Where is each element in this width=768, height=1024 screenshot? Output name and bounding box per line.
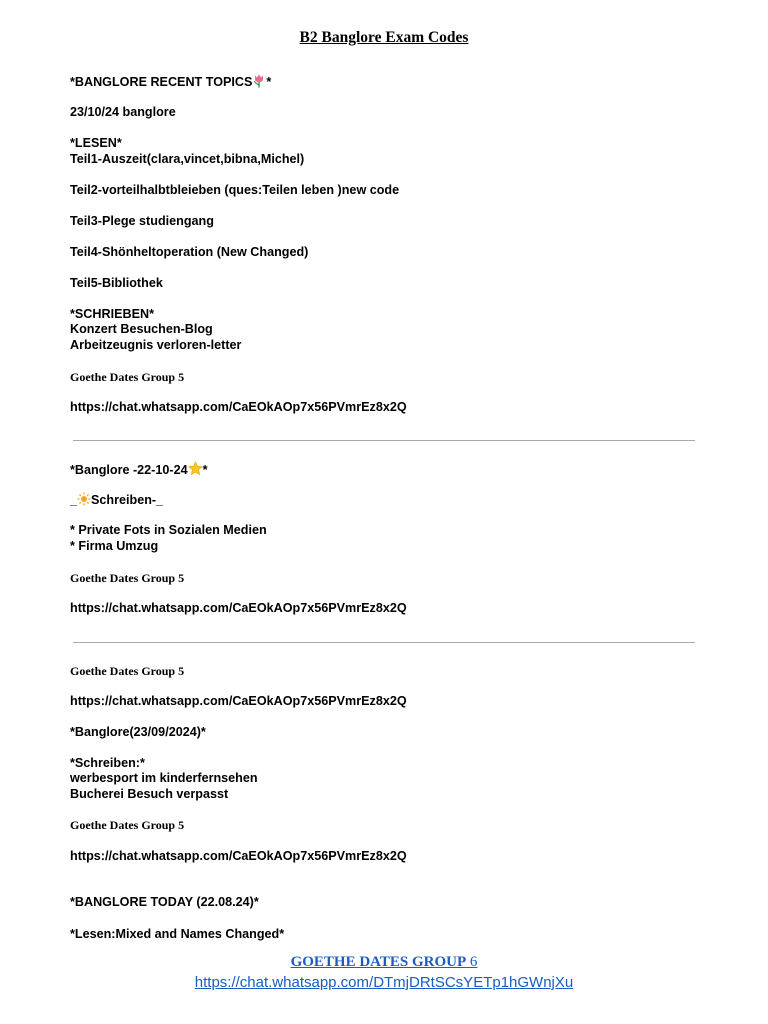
divider xyxy=(73,642,695,643)
lesen-teil3: Teil3-Plege studiengang xyxy=(70,214,214,228)
schreiben-item-2: * Firma Umzug xyxy=(70,539,159,553)
lesen-teil4: Teil4-Shönheltoperation (New Changed) xyxy=(70,245,309,259)
whatsapp-link-text[interactable]: https://chat.whatsapp.com/CaEOkAOp7x56PVmrEz8x2Q xyxy=(70,849,407,863)
group-label: Goethe Dates Group 5 xyxy=(70,664,185,678)
footer-whatsapp-link[interactable]: https://chat.whatsapp.com/DTmjDRtSCsYETp1hGWnjXu xyxy=(194,974,574,991)
whatsapp-link-text[interactable]: https://chat.whatsapp.com/CaEOkAOp7x56PVmrEz8x2Q xyxy=(70,694,407,708)
footer-group-link[interactable]: GOETHE DATES GROUP 6 xyxy=(290,954,478,970)
whatsapp-link-text[interactable]: https://chat.whatsapp.com/CaEOkAOp7x56PVmrEz8x2Q xyxy=(70,400,407,414)
section-heading-recent-topics: *BANGLORE RECENT TOPICS * xyxy=(70,73,271,92)
group-label: Goethe Dates Group 5 xyxy=(70,818,185,832)
section-heading-banglore-today: *BANGLORE TODAY (22.08.24)* xyxy=(70,895,259,909)
section-heading-banglore-23-09-2024: *Banglore(23/09/2024)* xyxy=(70,725,206,739)
section-date: 23/10/24 banglore xyxy=(70,105,176,119)
whatsapp-link[interactable] xyxy=(70,399,407,415)
lesen-teil1: Teil1-Auszeit(clara,vincet,bibna,Michel) xyxy=(70,152,305,166)
whatsapp-link[interactable] xyxy=(70,600,407,616)
group-label: Goethe Dates Group 5 xyxy=(70,571,185,585)
group-label: Goethe Dates Group 5 xyxy=(70,370,185,384)
sun-icon xyxy=(77,492,91,510)
whatsapp-link[interactable] xyxy=(70,848,407,864)
lesen-teil2: Teil2-vorteilhalbtbleieben (ques:Teilen leben )new code xyxy=(70,183,400,197)
section-heading-banglore-22-10-24: *Banglore -22-10-24 * xyxy=(70,461,208,480)
lesen-mixed: *Lesen:Mixed and Names Changed* xyxy=(70,927,285,941)
schreiben-label: *Schreiben:* xyxy=(70,756,145,770)
schreiben-item-1: * Private Fots in Sozialen Medien xyxy=(70,523,267,537)
tulip-icon xyxy=(252,73,266,92)
star-icon xyxy=(188,461,203,480)
page-title: B2 Banglore Exam Codes xyxy=(299,29,469,46)
schreiben-label: _ Schreiben-_ xyxy=(70,492,163,510)
schrieben-item-2: Arbeitzeugnis verloren-letter xyxy=(70,338,242,352)
lesen-teil5: Teil5-Bibliothek xyxy=(70,276,163,290)
schreiben-item-2: Bucherei Besuch verpasst xyxy=(70,787,229,801)
schrieben-label: *SCHRIEBEN* xyxy=(70,307,154,321)
lesen-label: *LESEN* xyxy=(70,136,122,150)
schreiben-item-1: werbesport im kinderfernsehen xyxy=(70,771,258,785)
whatsapp-link-text[interactable]: https://chat.whatsapp.com/CaEOkAOp7x56PVmrEz8x2Q xyxy=(70,601,407,615)
schrieben-item-1: Konzert Besuchen-Blog xyxy=(70,322,213,336)
divider xyxy=(73,440,695,441)
whatsapp-link[interactable] xyxy=(70,693,407,709)
